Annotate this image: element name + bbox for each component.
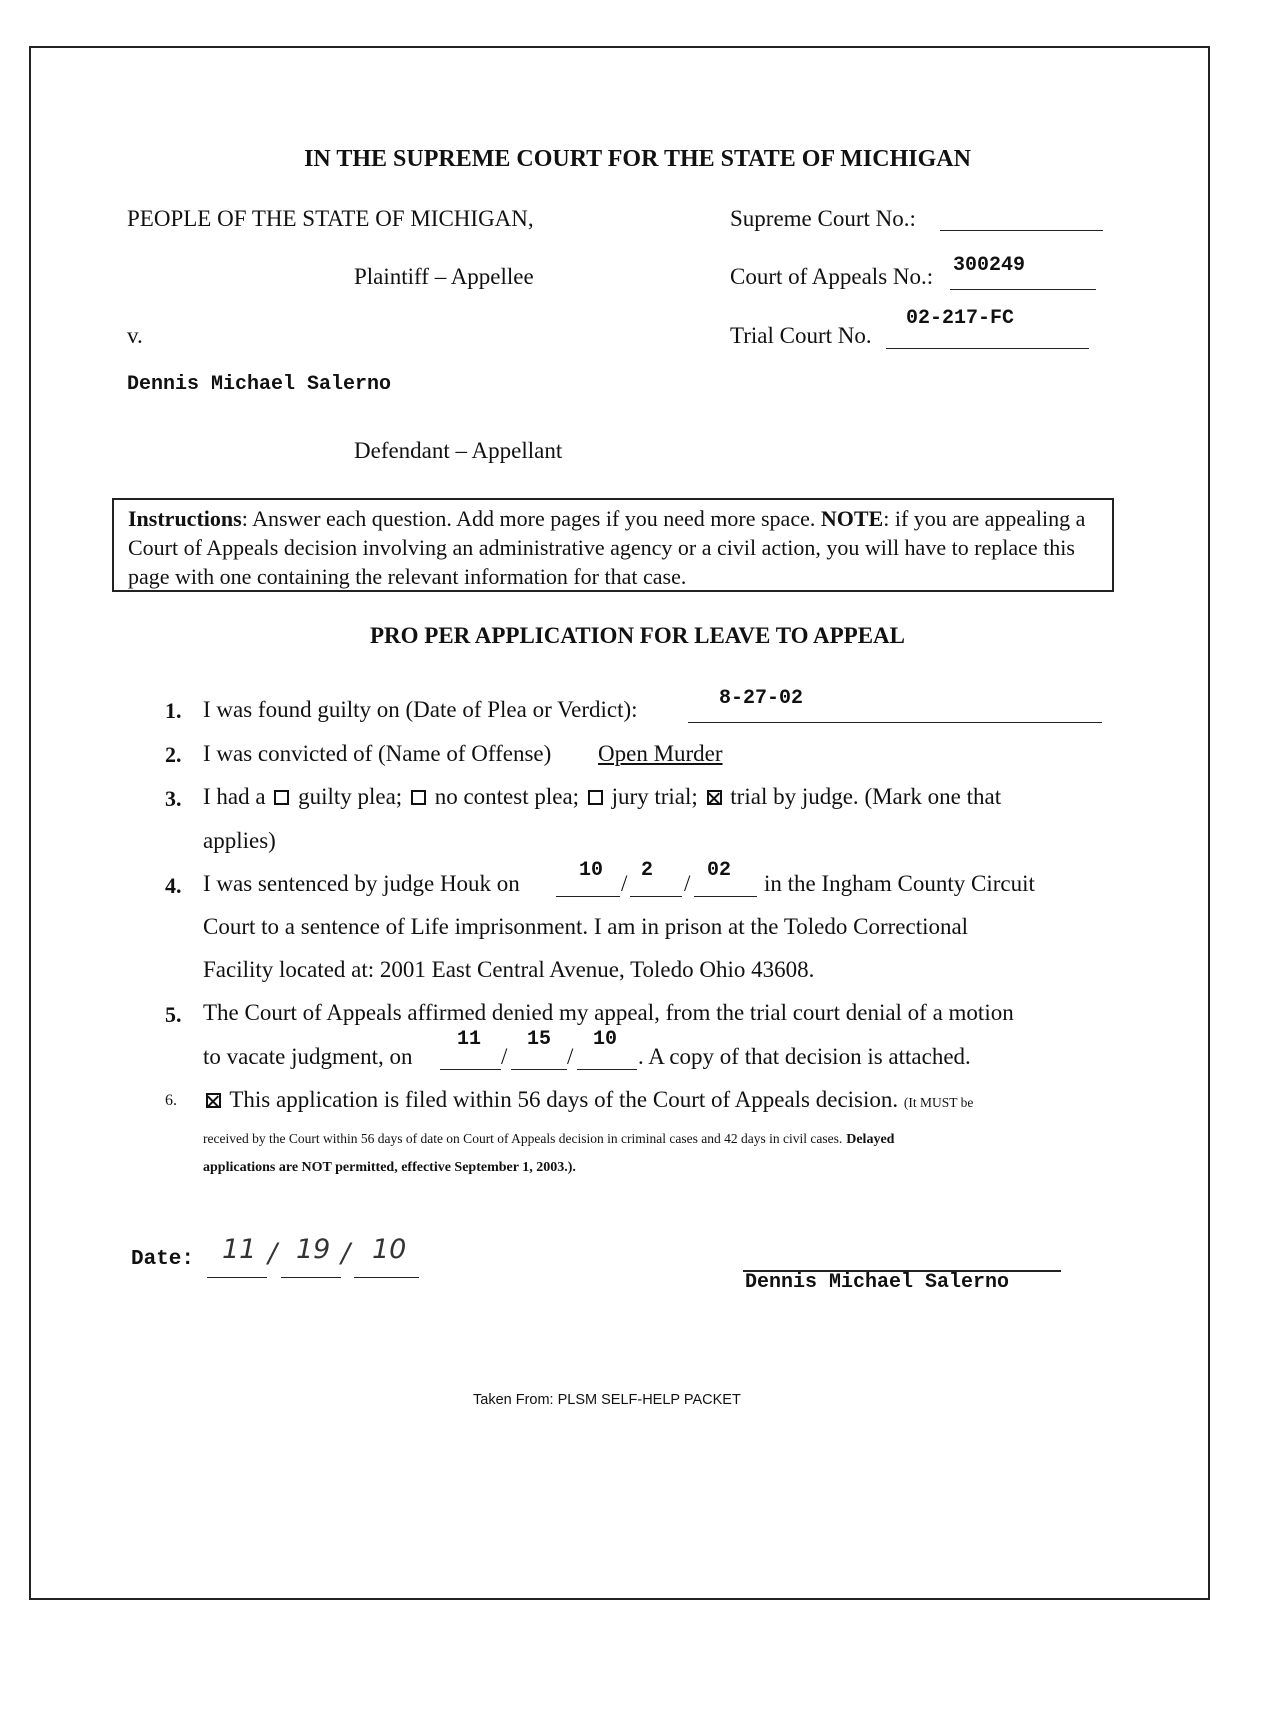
item-3-line2: applies) xyxy=(203,828,276,853)
coa-no-label: Court of Appeals No.: xyxy=(730,264,934,289)
date-label: Date: xyxy=(131,1248,195,1271)
date-month-value: 11 xyxy=(222,1234,257,1265)
item-5-line1: The Court of Appeals affirmed denied my appeal, from the trial court denial of a motion xyxy=(203,1000,1014,1025)
item-2-text: I was convicted of (Name of Offense) xyxy=(203,741,552,766)
trial-court-no-label: Trial Court No. xyxy=(730,323,872,348)
item-6-number: 6. xyxy=(165,1092,177,1109)
trial-by-judge-label: trial by judge. xyxy=(730,784,859,809)
instructions-text: : Answer each question. Add more pages if you need more space. xyxy=(241,506,821,531)
date-slash: / xyxy=(501,1044,508,1069)
sentence-month-value: 10 xyxy=(579,859,604,882)
trial-court-no-field xyxy=(886,348,1089,349)
item-6-note-text: received by the Court within 56 days of date on Court of Appeals decision in criminal cases and 42 days in civil cases. xyxy=(203,1131,843,1146)
coa-decision-year-field xyxy=(577,1069,637,1070)
guilty-plea-checkbox[interactable] xyxy=(274,790,289,805)
item-4-suffix: in the Ingham County Circuit xyxy=(764,871,1035,896)
supreme-court-no-label: Supreme Court No.: xyxy=(730,206,916,231)
sentence-year-value: 02 xyxy=(707,859,732,882)
item-6-text: This application is filed within 56 days of the Court of Appeals decision. xyxy=(229,1087,899,1112)
footer-source: Taken From: PLSM SELF-HELP PACKET xyxy=(473,1392,741,1408)
item-3-number: 3. xyxy=(165,786,182,811)
item-6-note-line2 xyxy=(203,1130,894,1148)
defendant-name: Dennis Michael Salerno xyxy=(127,373,392,396)
guilty-plea-label: guilty plea; xyxy=(298,784,403,809)
sentence-year-field xyxy=(694,896,757,897)
coa-no-value: 300249 xyxy=(953,254,1026,277)
defendant-role: Defendant – Appellant xyxy=(354,438,563,463)
date-slash: / xyxy=(684,871,691,896)
item-4-line2: Court to a sentence of Life imprisonment. I am in prison at the Toledo Correctional xyxy=(203,914,969,939)
sentence-day-value: 2 xyxy=(641,859,654,882)
instructions-box xyxy=(112,498,1114,592)
date-slash: / xyxy=(341,1238,351,1269)
versus-label: v. xyxy=(127,323,143,348)
item-5-suffix: . A copy of that decision is attached. xyxy=(638,1044,971,1069)
page-border xyxy=(29,46,1210,1600)
date-day-value: 19 xyxy=(296,1234,331,1265)
trial-by-judge-checkbox[interactable] xyxy=(707,790,722,805)
verdict-date-field xyxy=(688,722,1102,723)
sentence-day-field xyxy=(630,896,682,897)
filed-within-56-days-checkbox[interactable] xyxy=(206,1093,221,1108)
coa-decision-day-value: 15 xyxy=(527,1028,552,1051)
coa-decision-month-value: 11 xyxy=(457,1028,482,1051)
no-contest-plea-checkbox[interactable] xyxy=(411,790,426,805)
item-6-note-bold: Delayed xyxy=(846,1132,895,1147)
date-month-field xyxy=(207,1277,267,1278)
coa-decision-month-field xyxy=(440,1069,501,1070)
jury-trial-label: jury trial; xyxy=(611,784,698,809)
note-label: NOTE xyxy=(820,506,884,531)
jury-trial-checkbox[interactable] xyxy=(588,790,603,805)
item-4-line3: Facility located at: 2001 East Central Avenue, Toledo Ohio 43608. xyxy=(203,957,815,982)
signature-name: Dennis Michael Salerno xyxy=(745,1271,1010,1294)
date-slash: / xyxy=(621,871,628,896)
plaintiff-role: Plaintiff – Appellee xyxy=(354,264,534,289)
item-5-prefix: to vacate judgment, on xyxy=(203,1044,413,1069)
item-6-note-line3: applications are NOT permitted, effective September 1, 2003.). xyxy=(203,1160,576,1175)
item-3-suffix: (Mark one that xyxy=(864,784,1002,809)
verdict-date-value: 8-27-02 xyxy=(719,687,804,710)
sentence-month-field xyxy=(556,896,620,897)
item-1-text: I was found guilty on (Date of Plea or Verdict): xyxy=(203,697,638,722)
date-year-value: 10 xyxy=(372,1234,407,1265)
item-1-number: 1. xyxy=(165,698,182,723)
section-title: PRO PER APPLICATION FOR LEAVE TO APPEAL xyxy=(369,623,906,648)
item-6-row xyxy=(203,1087,973,1113)
coa-decision-year-value: 10 xyxy=(593,1028,618,1051)
item-6-note: (It MUST be xyxy=(903,1095,974,1110)
instructions-label: Instructions xyxy=(128,506,242,531)
coa-no-field xyxy=(950,289,1096,290)
no-contest-plea-label: no contest plea; xyxy=(434,784,580,809)
item-3-prefix: I had a xyxy=(203,784,266,809)
coa-decision-day-field xyxy=(511,1069,567,1070)
item-3-options xyxy=(203,784,1001,810)
date-slash: / xyxy=(567,1044,574,1069)
note-text: : if you are appealing a Court of Appeals decision involving an administrative agency or a civil action, you will have to replace this page with one containing the relevant information for that case. xyxy=(128,506,1086,589)
trial-court-no-value: 02-217-FC xyxy=(906,307,1015,330)
offense-value: Open Murder xyxy=(598,741,723,766)
plaintiff-party: PEOPLE OF THE STATE OF MICHIGAN, xyxy=(127,206,534,231)
date-slash: / xyxy=(268,1238,278,1269)
date-day-field xyxy=(281,1277,341,1278)
item-4-number: 4. xyxy=(165,873,182,898)
supreme-court-no-field xyxy=(940,230,1103,231)
item-4-prefix: I was sentenced by judge Houk on xyxy=(203,871,520,896)
court-title: IN THE SUPREME COURT FOR THE STATE OF MICHIGAN xyxy=(304,146,971,172)
item-5-number: 5. xyxy=(165,1002,182,1027)
date-year-field xyxy=(354,1277,419,1278)
item-2-number: 2. xyxy=(165,742,182,767)
